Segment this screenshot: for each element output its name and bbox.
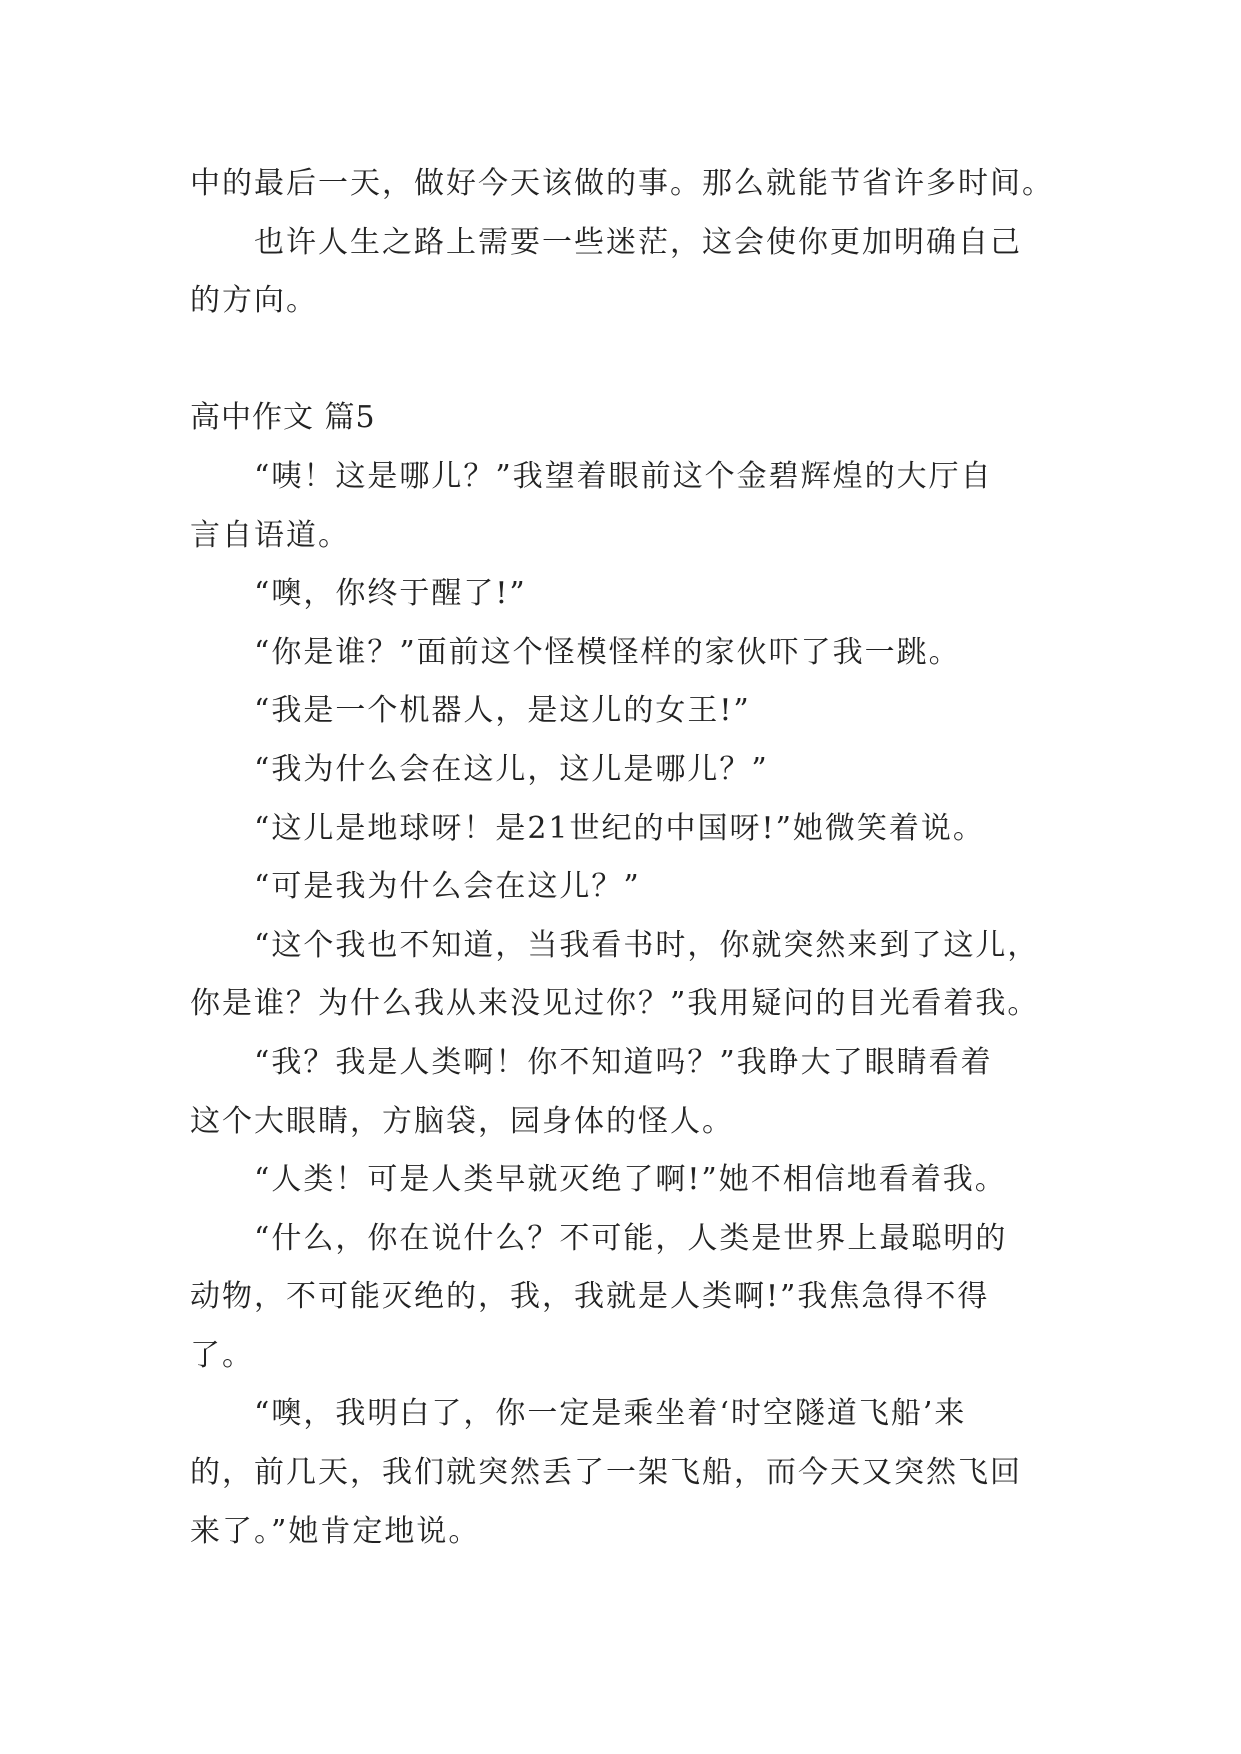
paragraph-line: 这个大眼睛，方脑袋，园身体的怪人。 xyxy=(190,1103,734,1139)
paragraph-line: 动物，不可能灭绝的，我，我就是人类啊!”我焦急得不得 xyxy=(190,1279,990,1315)
paragraph-line: 的，前几天，我们就突然丢了一架飞船，而今天又突然飞回 xyxy=(190,1455,1022,1491)
paragraph-line: “噢，你终于醒了!” xyxy=(254,576,527,612)
document-body xyxy=(190,155,1070,1561)
paragraph-line: 言自语道。 xyxy=(190,517,350,553)
paragraph-line: 来了。”她肯定地说。 xyxy=(190,1513,481,1549)
section-heading: 高中作文 篇5 xyxy=(190,400,376,436)
paragraph-line: “我为什么会在这儿，这儿是哪儿？” xyxy=(254,751,769,787)
paragraph-gap xyxy=(190,331,1070,390)
paragraph-line: 也许人生之路上需要一些迷茫，这会使你更加明确自己 xyxy=(254,224,1022,260)
paragraph-line: “我是一个机器人，是这儿的女王!” xyxy=(254,693,751,729)
paragraph-line: “我？我是人类啊！你不知道吗？”我睁大了眼睛看着 xyxy=(254,1044,993,1080)
paragraph-line: 中的最后一天，做好今天该做的事。那么就能节省许多时间。 xyxy=(190,166,1054,201)
paragraph-line: “人类！可是人类早就灭绝了啊!”她不相信地看着我。 xyxy=(254,1162,1007,1198)
paragraph-line: “你是谁？”面前这个怪模怪样的家伙吓了我一跳。 xyxy=(254,634,961,670)
paragraph-line: “噢，我明白了，你一定是乘坐着‘时空隧道飞船’来 xyxy=(254,1396,967,1432)
paragraph-line: “这儿是地球呀！是21世纪的中国呀!”她微笑着说。 xyxy=(254,810,985,846)
paragraph-line: 的方向。 xyxy=(190,283,318,319)
paragraph-line: 了。 xyxy=(190,1337,254,1373)
paragraph-line: “这个我也不知道，当我看书时，你就突然来到了这儿， xyxy=(254,927,1040,963)
paragraph-line: “可是我为什么会在这儿？” xyxy=(254,869,641,905)
paragraph-line: 你是谁？为什么我从来没见过你？”我用疑问的目光看着我。 xyxy=(190,986,1040,1022)
paragraph-line: “咦！这是哪儿？”我望着眼前这个金碧辉煌的大厅自 xyxy=(254,458,993,494)
paragraph-line: “什么，你在说什么？不可能，人类是世界上最聪明的 xyxy=(254,1220,1008,1256)
